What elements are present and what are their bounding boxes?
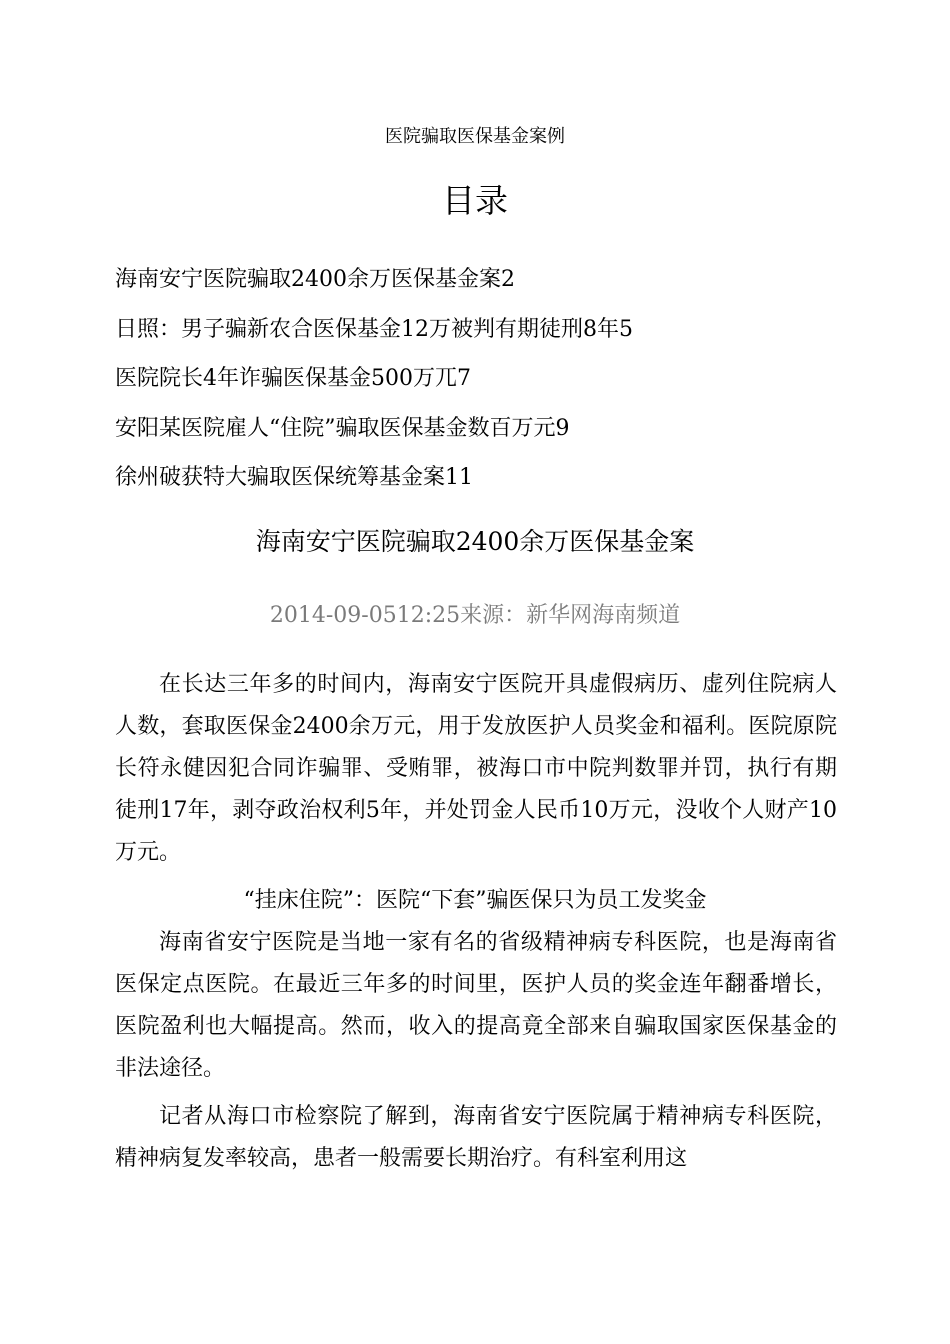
- article-meta: 2014-09-0512:25来源：新华网海南频道: [269, 603, 681, 628]
- toc-item[interactable]: 徐州破获特大骗取医保统筹基金案11: [115, 465, 473, 490]
- article-subheading: “挂床住院”：医院“下套”骗医保只为员工发奖金: [243, 888, 707, 913]
- toc-heading: 目录: [442, 181, 508, 220]
- article-paragraph-3: 记者从海口市检察院了解到，海南省安宁医院属于精神病专科医院，精神病复发率较高，患者一般需要长期治疗。有科室利用这: [115, 1104, 837, 1171]
- toc-item[interactable]: 医院院长4年诈骗医保基金500万兀7: [115, 366, 471, 391]
- article-title: 海南安宁医院骗取2400余万医保基金案: [255, 527, 695, 556]
- document-header-title: 医院骗取医保基金案例: [385, 126, 565, 147]
- toc-item[interactable]: 安阳某医院雇人“住院”骗取医保基金数百万元9: [115, 415, 570, 441]
- toc-item[interactable]: 日照：男子骗新农合医保基金12万被判有期徒刑8年5: [115, 316, 633, 342]
- table-of-contents: [115, 255, 855, 503]
- toc-item[interactable]: 海南安宁医院骗取2400余万医保基金案2: [115, 267, 515, 292]
- article-paragraph-2: 海南省安宁医院是当地一家有名的省级精神病专科医院，也是海南省医保定点医院。在最近三年多的时间里，医护人员的奖金连年翻番增长，医院盈利也大幅提高。然而，收入的提高竟全部来自骗取国家医保基金的非法途径。: [115, 930, 837, 1081]
- article-paragraph-1: 在长达三年多的时间内，海南安宁医院开具虚假病历、虚列住院病人人数，套取医保金2400余万元，用于发放医护人员奖金和福利。医院原院长符永健因犯合同诈骗罪、受贿罪，被海口市中院判数罪并罚，执行有期徒刑17年，剥夺政治权利5年，并处罚金人民币10万元，没收个人财产10万元。: [115, 672, 837, 865]
